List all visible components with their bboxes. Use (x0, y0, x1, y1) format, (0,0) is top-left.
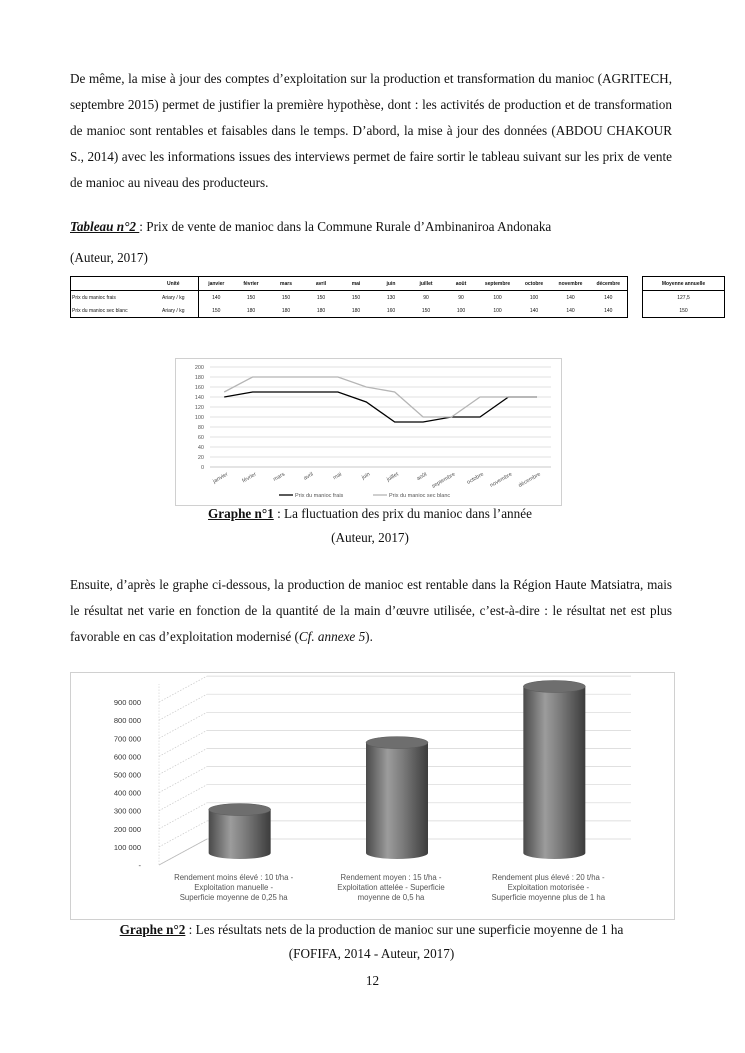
x-category-label: Rendement moins élevé : 10 t/ha - (174, 873, 294, 882)
table-row-label: Prix du manioc sec blanc (71, 304, 149, 318)
table-cell: 90 (458, 294, 464, 301)
table-cell: 127,5 (643, 291, 725, 305)
floor-edge (159, 839, 207, 865)
table-gap (628, 304, 643, 318)
table-header-row (71, 277, 725, 291)
y-tick-label: 100 (194, 415, 204, 421)
x-tick-label: septembre (431, 471, 457, 490)
table-caption-text: : Prix de vente de manioc dans la Commune Rurale d’Ambinaniroa Andonaka (139, 219, 552, 234)
x-category-label: moyenne de 0,5 ha (357, 893, 425, 902)
table-cell: septembre (479, 277, 517, 291)
table-cell: Ariary / kg (161, 294, 185, 301)
y-tick-label: 200 (194, 365, 204, 371)
graph1-source: (Auteur, 2017) (331, 530, 409, 545)
legend-label: Prix du manioc sec blanc (389, 493, 451, 499)
x-tick-label: novembre (489, 471, 514, 489)
legend-label: Prix du manioc frais (295, 493, 344, 499)
table-cell: 140 (552, 304, 590, 318)
y-tick-label: 120 (194, 405, 204, 411)
x-tick-label: octobre (466, 471, 485, 486)
y-tick-label: - (138, 861, 141, 870)
graph2-caption-label: Graphe n°2 (119, 922, 186, 937)
table-cell: janvier (199, 277, 234, 291)
y-tick-label: 0 (200, 465, 204, 471)
y-tick-label: 40 (197, 445, 204, 451)
table-cell: 140 (199, 291, 234, 305)
graph1-caption (150, 506, 590, 522)
y-tick-label: 300 000 (113, 806, 141, 816)
cylinder-body (366, 743, 428, 859)
table-cell: 150 (246, 294, 256, 301)
table-cell: avril (304, 277, 339, 291)
table-cell: 100 (444, 304, 479, 318)
graph2-caption-text: : Les résultats nets de la production de manioc sur une superficie moyenne de 1 ha (185, 922, 624, 937)
table-cell: 140 (566, 294, 575, 301)
table-cell: 90 (423, 294, 429, 301)
x-tick-label: août (415, 471, 429, 483)
y-tick-label: 500 000 (113, 770, 141, 780)
table-cell: 130 (386, 294, 396, 301)
table-cell: 100 (493, 294, 502, 301)
table-cell: 150 (281, 294, 291, 301)
table-cell: octobre (517, 277, 552, 291)
price-fluctuation-line-chart (175, 358, 562, 506)
x-category-label: Exploitation manuelle - (194, 883, 274, 892)
table-cell: 160 (374, 304, 409, 318)
y-tick-label: 200 000 (113, 824, 141, 834)
graph2-caption (70, 922, 673, 938)
results-paragraph-end: ). (365, 629, 373, 644)
intro-paragraph: De même, la mise à jour des comptes d’exploitation sur la production et transformation du manioc (AGRITECH, septembre 2015) permet de justifier la première hypothèse, dont : les activités de production et de transformation de manioc sont rentables et faisables dans le temps. D’abord, la mise à jour des données (ABDOU CHAKOUR S., 2014) avec les informations issues des interviews permet de faire sortir le tableau suivant sur les prix de vente de manioc au niveau des producteurs. (70, 71, 672, 190)
table-gap (628, 291, 643, 305)
table-cell: 140 (590, 291, 628, 305)
table-cell: 180 (304, 304, 339, 318)
table-cell: février (234, 277, 269, 291)
table-cell: mars (269, 277, 304, 291)
price-table (70, 276, 725, 318)
table-cell: 140 (517, 304, 552, 318)
x-tick-label: février (241, 471, 258, 485)
table-cell: 180 (269, 304, 304, 318)
graph1-caption-label: Graphe n°1 (208, 506, 274, 521)
y-tick-label: 600 000 (113, 752, 141, 762)
cylinder-body (209, 810, 271, 859)
y-tick-label: 800 000 (113, 716, 141, 726)
y-tick-label: 180 (194, 375, 204, 381)
table-caption-label: Tableau n°2 (70, 219, 140, 234)
x-category-label: Exploitation motorisée - (507, 883, 590, 892)
table-cell: 100 (479, 304, 517, 318)
x-tick-label: juin (360, 471, 372, 482)
page-number: 12 (365, 973, 380, 988)
x-category-label: Exploitation attelée - Superficie (337, 883, 445, 892)
results-paragraph-main: Ensuite, d’après le graphe ci-dessous, la production de manioc est rentable dans la Région Haute Matsiatra, mais le résultat net varie en fonction de la quantité de la main d’œuvre utilisée, c’est-à-dire : le résultat net est plus favorable en cas d’exploitation modernisé ( (70, 577, 672, 644)
x-category-label: Superficie moyenne de 0,25 ha (179, 893, 288, 902)
cylinder-body (523, 686, 585, 859)
table-row-label: Prix du manioc frais (71, 291, 149, 305)
y-tick-label: 160 (194, 385, 204, 391)
table-cell: Ariary / kg (149, 304, 199, 318)
table-gap (628, 277, 643, 291)
table-cell: novembre (552, 277, 590, 291)
x-tick-label: mai (332, 471, 343, 482)
graph1-caption-text: : La fluctuation des prix du manioc dans l’année (273, 506, 532, 521)
table-row (71, 291, 725, 305)
table-cell: 150 (643, 304, 725, 318)
net-results-3d-bar-chart (70, 672, 675, 920)
x-category-label: Rendement moyen : 15 t/ha - (340, 873, 442, 882)
table-caption (70, 219, 551, 235)
table-cell: 150 (316, 294, 326, 301)
x-category-label: Rendement plus élevé : 20 t/ha - (491, 873, 605, 882)
graph2-source: (FOFIFA, 2014 - Auteur, 2017) (288, 946, 455, 961)
x-tick-label: décembre (517, 471, 542, 489)
x-tick-label: juillet (385, 471, 400, 484)
table-row (71, 304, 725, 318)
x-tick-label: janvier (212, 471, 230, 485)
y-tick-label: 700 000 (113, 734, 141, 744)
table-cell: 150 (199, 304, 234, 318)
table-cell: 180 (339, 304, 374, 318)
table-row-label (71, 277, 149, 291)
results-paragraph (70, 572, 672, 650)
table-source: (Auteur, 2017) (70, 250, 148, 265)
cylinder-top (366, 737, 428, 749)
table-cell: 100 (529, 294, 539, 301)
table-cell: juillet (409, 277, 444, 291)
y-tick-label: 20 (197, 455, 204, 461)
y-tick-label: 60 (197, 435, 204, 441)
table-cell: décembre (590, 277, 628, 291)
table-cell: 150 (409, 304, 444, 318)
y-tick-label: 140 (194, 395, 204, 401)
table-cell: Moyenne annuelle (643, 277, 725, 291)
table-cell: 180 (234, 304, 269, 318)
y-tick-label: 80 (197, 425, 204, 431)
table-cell: mai (339, 277, 374, 291)
table-cell: 140 (590, 304, 628, 318)
x-category-label: Superficie moyenne plus de 1 ha (491, 893, 606, 902)
cylinder-top (523, 680, 585, 692)
table-cell: juin (374, 277, 409, 291)
x-tick-label: avril (302, 471, 315, 482)
annex-reference: Cf. annexe 5 (298, 629, 366, 644)
table-cell: Unité (149, 277, 199, 291)
x-tick-label: mars (272, 471, 287, 483)
cylinder-top (209, 804, 271, 816)
table-cell: 150 (351, 294, 361, 301)
table-cell: août (444, 277, 479, 291)
y-tick-label: 400 000 (113, 788, 141, 798)
y-tick-label: 100 000 (113, 842, 141, 852)
y-tick-label: 900 000 (113, 698, 141, 708)
